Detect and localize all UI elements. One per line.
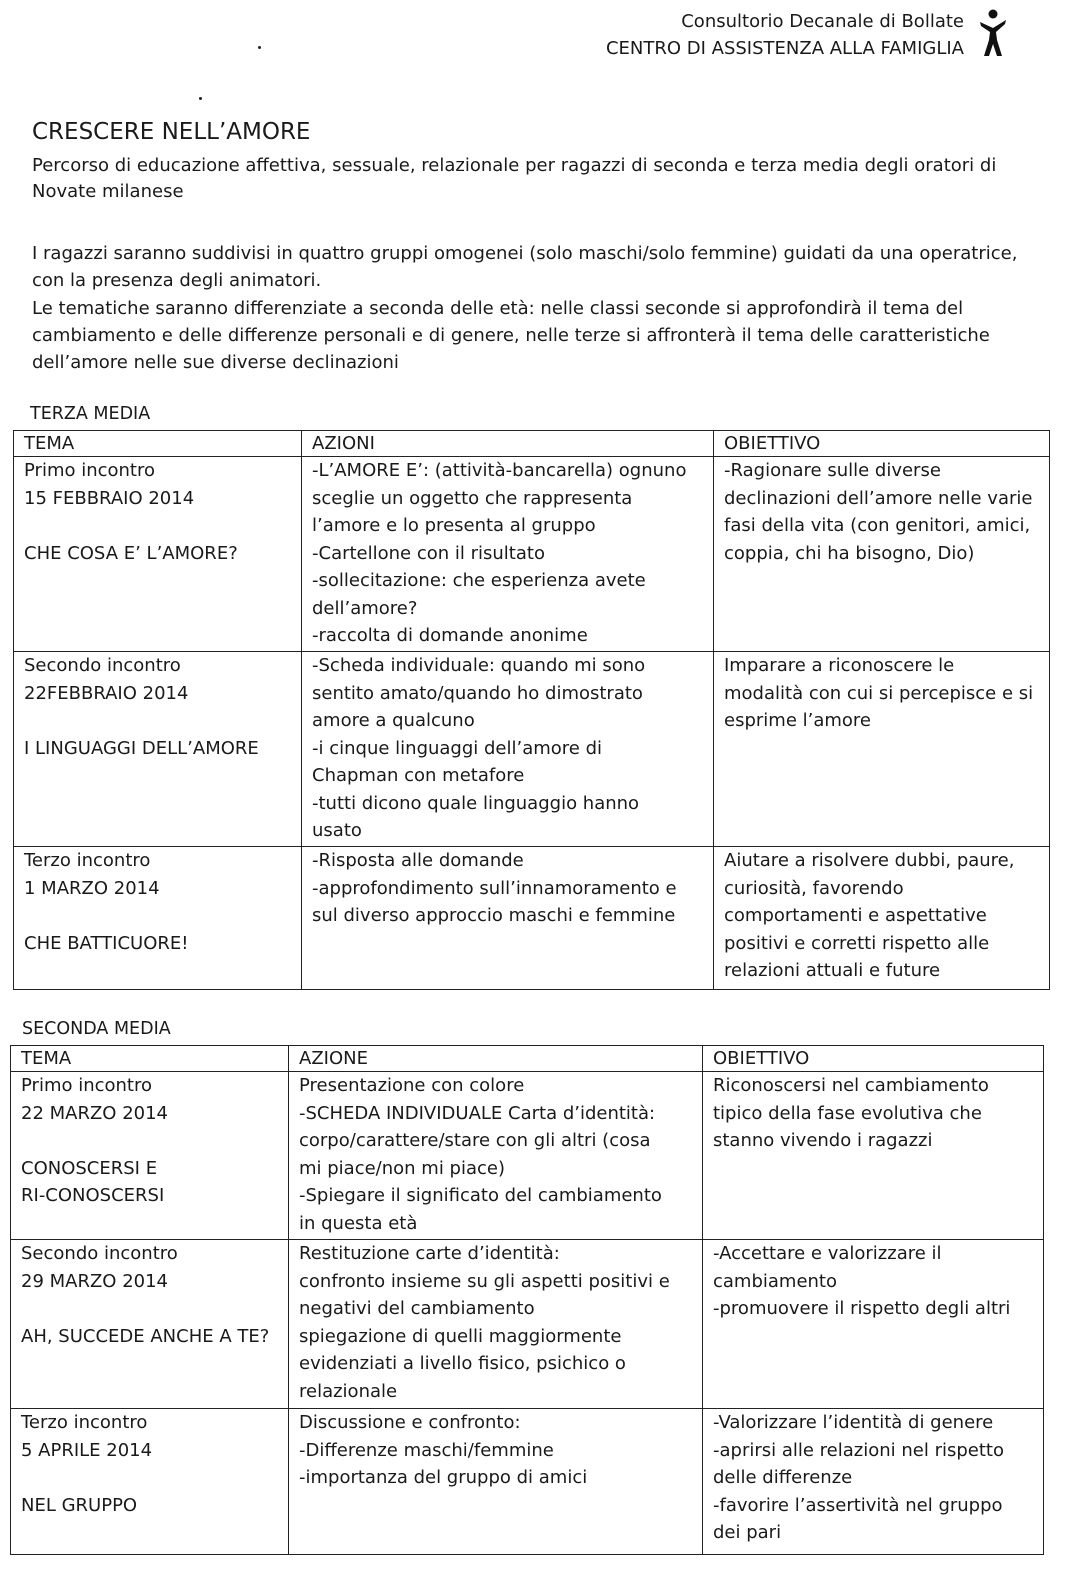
page-title: CRESCERE NELL’AMORE: [32, 119, 311, 145]
obiettivo-line: cambiamento: [713, 1270, 838, 1292]
obiettivo-cell: [703, 1240, 1044, 1409]
table-row: [11, 1409, 1044, 1555]
azione-line: -raccolta di domande anonime: [312, 625, 588, 646]
obiettivo-line: Imparare a riconoscere le: [724, 655, 955, 676]
table-row: [14, 457, 1050, 652]
azione-line: -approfondimento sull’innamoramento e: [312, 877, 677, 899]
table-header-row: [14, 431, 1050, 457]
azione-line: -Cartellone con il risultato: [312, 542, 545, 564]
incontro-label: Primo incontro: [24, 460, 156, 481]
column-header: TEMA: [11, 1046, 289, 1072]
obiettivo-cell: [714, 847, 1050, 990]
azione-line: -SCHEDA INDIVIDUALE Carta d’identità:: [299, 1102, 656, 1124]
section-label-seconda: SECONDA MEDIA: [22, 1019, 171, 1039]
azione-line: -Spiegare il significato del cambiamento: [299, 1185, 662, 1206]
incontro-date: 5 APRILE 2014: [21, 1439, 153, 1461]
azione-line: dell’amore?: [312, 597, 418, 619]
azione-line: l’amore e lo presenta al gruppo: [312, 515, 596, 536]
program-table-terza: [13, 430, 1050, 990]
organization-header: [606, 8, 964, 62]
obiettivo-line: coppia, chi ha bisogno, Dio): [724, 542, 975, 564]
incontro-theme: I LINGUAGGI DELL’AMORE: [24, 737, 259, 759]
azione-line: Restituzione carte d’identità:: [299, 1243, 560, 1264]
azione-line: mi piace/non mi piace): [299, 1157, 506, 1179]
obiettivo-line: stanno vivendo i ragazzi: [713, 1130, 933, 1151]
table-row: [14, 847, 1050, 990]
incontro-theme: CHE COSA E’ L’AMORE?: [24, 542, 238, 564]
incontro-date: 15 FEBBRAIO 2014: [24, 487, 195, 509]
azione-line: -importanza del gruppo di amici: [299, 1467, 588, 1488]
obiettivo-line: dei pari: [713, 1522, 782, 1543]
intro-paragraph-1: I ragazzi saranno suddivisi in quattro gruppi omogenei (solo maschi/solo femmine) guidati da una operatrice, con la presenza degli animatori.: [32, 243, 1018, 291]
obiettivo-line: delle differenze: [713, 1467, 853, 1488]
obiettivo-line: fasi della vita (con genitori, amici,: [724, 515, 1031, 536]
column-header: TEMA: [14, 431, 302, 457]
azione-line: -Differenze maschi/femmine: [299, 1439, 554, 1461]
table-header-row: [11, 1046, 1044, 1072]
table-row: [14, 652, 1050, 847]
azione-line: -tutti dicono quale linguaggio hanno: [312, 792, 640, 814]
incontro-theme: CHE BATTICUORE!: [24, 932, 189, 954]
incontro-theme: RI-CONOSCERSI: [21, 1185, 165, 1206]
azioni-cell: [302, 847, 714, 990]
obiettivo-line: -favorire l’assertività nel gruppo: [713, 1494, 1003, 1516]
obiettivo-line: -Valorizzare l’identità di genere: [713, 1412, 994, 1433]
tema-cell: [14, 457, 302, 652]
obiettivo-line: tipico della fase evolutiva che: [713, 1102, 982, 1124]
column-header: AZIONE: [289, 1046, 703, 1072]
incontro-label: Terzo incontro: [21, 1412, 148, 1433]
incontro-date: 1 MARZO 2014: [24, 877, 160, 899]
obiettivo-line: -aprirsi alle relazioni nel rispetto: [713, 1439, 1004, 1461]
tema-cell: [14, 847, 302, 990]
obiettivo-line: -promuovere il rispetto degli altri: [713, 1298, 1011, 1319]
azione-line: sceglie un oggetto che rappresenta: [312, 487, 633, 509]
azione-line: in questa età: [299, 1212, 418, 1234]
obiettivo-line: Aiutare a risolvere dubbi, paure,: [724, 850, 1015, 871]
azioni-cell: [302, 457, 714, 652]
tema-cell: [11, 1409, 289, 1555]
intro-paragraph-2: Le tematiche saranno differenziate a seconda delle età: nelle classi seconde si approfondirà il tema del cambiamento e delle differenze personali e di genere, nelle terze si affronterà il tema delle caratteristiche dell’amore nelle sue diverse declinazioni: [32, 298, 990, 373]
azione-line: -L’AMORE E’: (attività-bancarella) ognuno: [312, 460, 687, 481]
incontro-label: Secondo incontro: [24, 655, 181, 676]
incontro-date: 22 MARZO 2014: [21, 1102, 169, 1124]
tema-cell: [11, 1240, 289, 1409]
page-subtitle: Percorso di educazione affettiva, sessuale, relazionale per ragazzi di seconda e terza media degli oratori di Novate milanese: [32, 155, 997, 202]
azione-line: -sollecitazione: che esperienza avete: [312, 570, 646, 591]
column-header: OBIETTIVO: [714, 431, 1050, 457]
incontro-label: Secondo incontro: [21, 1243, 178, 1264]
person-figure-icon: [978, 8, 1008, 58]
incontro-theme: NEL GRUPPO: [21, 1494, 138, 1516]
azione-line: confronto insieme su gli aspetti positivi e: [299, 1270, 670, 1292]
tema-cell: [11, 1072, 289, 1240]
azioni-cell: [302, 652, 714, 847]
scan-speck: [199, 97, 202, 100]
obiettivo-line: curiosità, favorendo: [724, 877, 904, 899]
header-line-2: CENTRO DI ASSISTENZA ALLA FAMIGLIA: [605, 38, 964, 59]
azione-line: spiegazione di quelli maggiormente: [299, 1325, 622, 1347]
azione-line: Presentazione con colore: [299, 1075, 525, 1096]
azioni-cell: [289, 1240, 703, 1409]
azione-line: usato: [312, 820, 362, 841]
incontro-theme: AH, SUCCEDE ANCHE A TE?: [21, 1325, 270, 1347]
azione-line: Chapman con metafore: [312, 765, 525, 786]
azioni-cell: [289, 1072, 703, 1240]
obiettivo-cell: [703, 1409, 1044, 1555]
azione-line: corpo/carattere/stare con gli altri (cosa: [299, 1130, 651, 1151]
obiettivo-line: Riconoscersi nel cambiamento: [713, 1075, 989, 1096]
azione-line: amore a qualcuno: [312, 710, 475, 731]
obiettivo-line: -Ragionare sulle diverse: [724, 460, 941, 481]
incontro-date: 22FEBBRAIO 2014: [24, 682, 189, 704]
section-label-terza: TERZA MEDIA: [30, 404, 151, 424]
azione-line: sentito amato/quando ho dimostrato: [312, 682, 643, 704]
obiettivo-cell: [703, 1072, 1044, 1240]
header-line-1: Consultorio Decanale di Bollate: [681, 11, 964, 32]
azioni-cell: [289, 1409, 703, 1555]
azione-line: evidenziati a livello fisico, psichico o: [299, 1353, 626, 1374]
column-header: OBIETTIVO: [703, 1046, 1044, 1072]
obiettivo-cell: [714, 652, 1050, 847]
obiettivo-line: positivi e corretti rispetto alle: [724, 932, 990, 954]
incontro-label: Primo incontro: [21, 1075, 153, 1096]
obiettivo-line: -Accettare e valorizzare il: [713, 1243, 942, 1264]
obiettivo-line: comportamenti e aspettative: [724, 905, 987, 926]
tema-cell: [14, 652, 302, 847]
table-row: [11, 1240, 1044, 1409]
program-table-seconda: [10, 1045, 1044, 1555]
azione-line: sul diverso approccio maschi e femmine: [312, 905, 676, 926]
azione-line: -Scheda individuale: quando mi sono: [312, 655, 646, 676]
azione-line: -Risposta alle domande: [312, 850, 524, 871]
azione-line: relazionale: [299, 1380, 398, 1402]
azione-line: Discussione e confronto:: [299, 1412, 521, 1433]
obiettivo-cell: [714, 457, 1050, 652]
azione-line: negativi del cambiamento: [299, 1298, 535, 1319]
obiettivo-line: modalità con cui si percepisce e si: [724, 682, 1034, 704]
azione-line: -i cinque linguaggi dell’amore di: [312, 737, 603, 759]
scan-speck: [258, 46, 261, 49]
incontro-theme: CONOSCERSI E: [21, 1157, 158, 1179]
incontro-date: 29 MARZO 2014: [21, 1270, 169, 1292]
obiettivo-line: relazioni attuali e future: [724, 960, 941, 981]
obiettivo-line: declinazioni dell’amore nelle varie: [724, 487, 1033, 509]
incontro-label: Terzo incontro: [24, 850, 151, 871]
table-row: [11, 1072, 1044, 1240]
obiettivo-line: esprime l’amore: [724, 710, 871, 731]
column-header: AZIONI: [302, 431, 714, 457]
